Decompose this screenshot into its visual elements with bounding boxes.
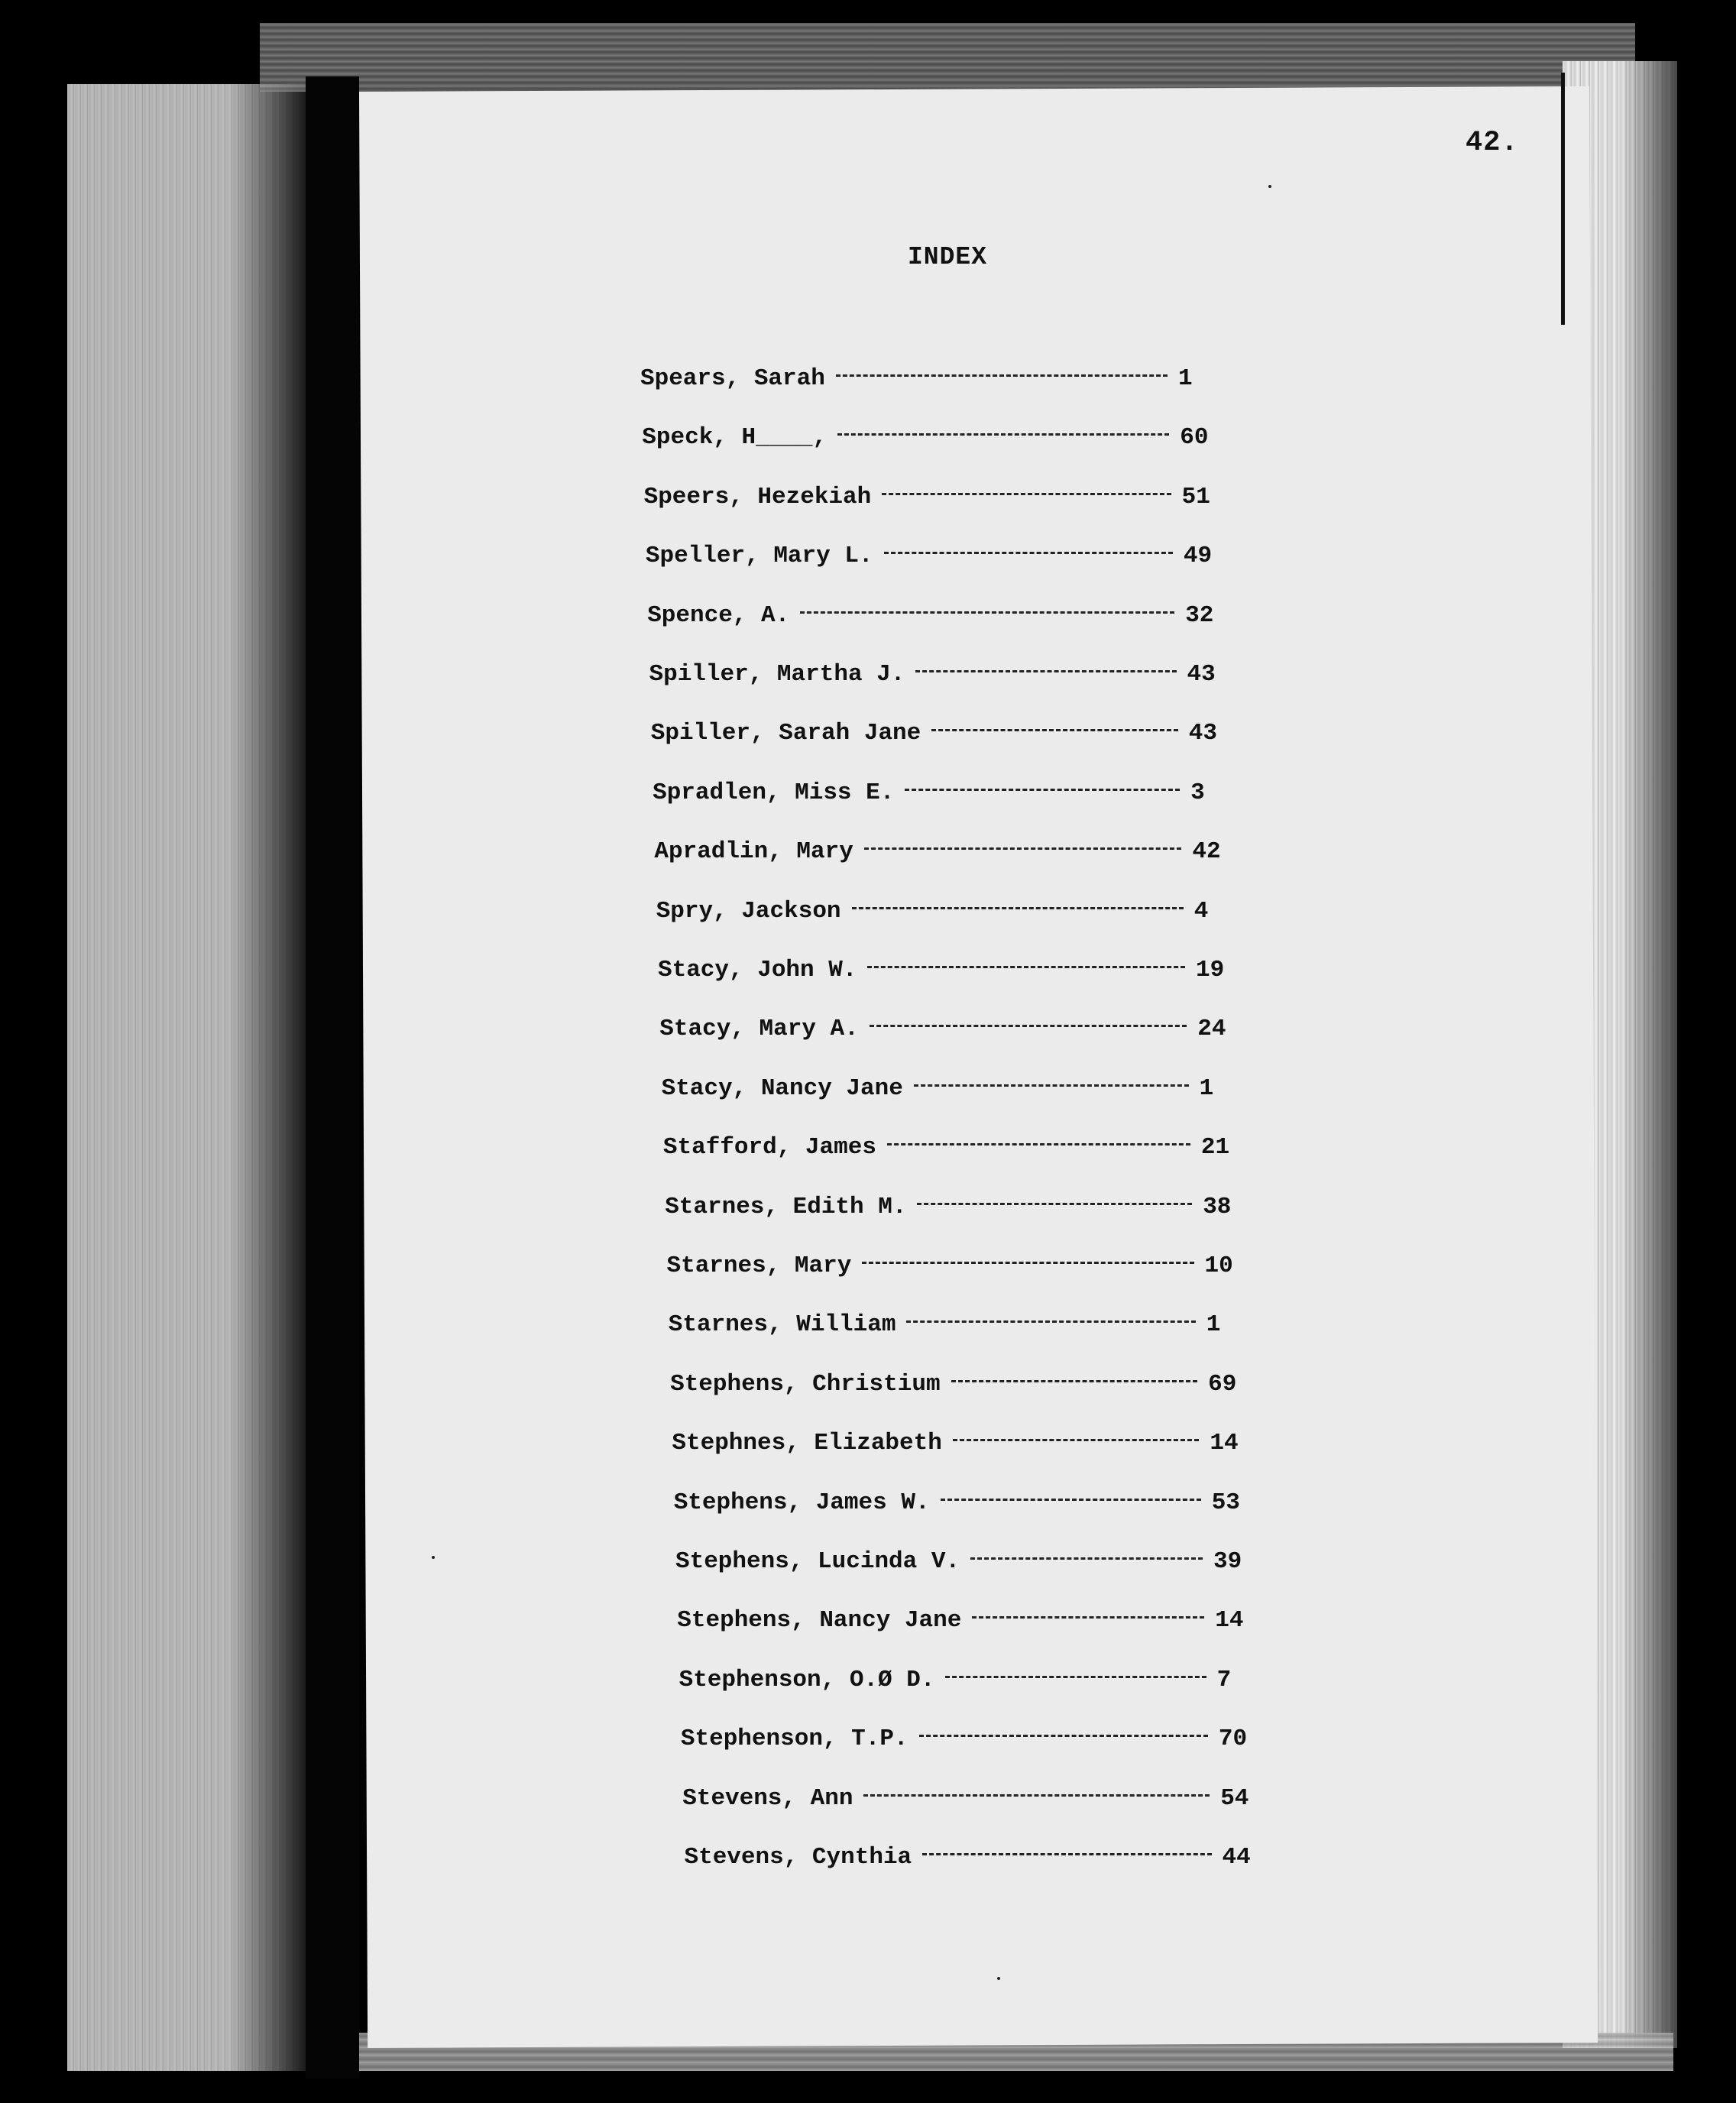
dotted-leader [870,1025,1187,1027]
index-entry [681,1725,1262,1761]
index-entry [670,1371,1251,1406]
entry-name: Spry, Jackson [656,897,841,925]
index-entry [682,1785,1263,1820]
dotted-leader [837,433,1169,436]
entry-name: Stephens, Lucinda V. [675,1548,960,1575]
entry-page: 39 [1213,1548,1242,1575]
index-entry [642,424,1223,459]
entry-page: 1 [1178,365,1193,392]
entry-page: 54 [1220,1784,1249,1812]
dotted-leader [863,1794,1210,1797]
dotted-leader [917,1203,1192,1205]
ink-speck [997,1977,1000,1980]
entry-name: Stephens, Nancy Jane [677,1607,962,1635]
entry-name: Spears, Sarah [640,365,825,392]
entry-name: Spence, A. [647,601,790,629]
index-entry [656,898,1237,933]
entry-page: 38 [1203,1193,1232,1220]
dotted-leader [915,670,1176,672]
index-entry [644,484,1225,519]
entry-name: Speck, H____, [642,424,828,452]
index-entry [674,1489,1255,1525]
page-number: 42. [1466,127,1519,159]
entry-name: Starnes, Edith M. [665,1193,907,1220]
entry-name: Speller, Mary L. [645,543,873,570]
index-entry [651,720,1232,755]
index-entry [665,1194,1245,1229]
entry-page: 24 [1197,1016,1226,1043]
dotted-leader [887,1143,1190,1145]
index-entry [653,779,1233,815]
entry-page: 1 [1199,1074,1214,1102]
entry-page: 21 [1200,1134,1230,1162]
page-title: INDEX [908,243,988,271]
dotted-leader [914,1084,1189,1087]
entry-page: 32 [1185,601,1214,629]
dotted-leader [862,1262,1194,1264]
entry-name: Stafford, James [662,1134,876,1162]
entry-name: Stephens, Christium [670,1370,941,1398]
entry-page: 42 [1192,838,1221,866]
index-entry [663,1134,1244,1169]
entry-page: 43 [1187,661,1216,688]
entry-page: 14 [1215,1607,1244,1635]
dotted-leader [941,1499,1201,1501]
index-entry [659,1016,1240,1051]
dotted-leader [922,1853,1211,1855]
entry-name: Stephens, James W. [673,1489,930,1516]
entry-name: Apradlin, Mary [654,838,853,866]
entry-page: 14 [1210,1430,1239,1457]
dotted-leader [852,907,1184,909]
index-entry [672,1430,1252,1465]
entry-name: Stacy, Mary A. [659,1016,859,1043]
dotted-leader [970,1557,1203,1560]
dotted-leader [905,789,1180,791]
index-entry [685,1844,1265,1879]
index-entry [669,1311,1249,1346]
index-entry [640,365,1221,400]
index-entry [654,838,1235,873]
entry-page: 1 [1206,1311,1221,1339]
index-entry [675,1548,1256,1583]
entry-name: Spradlen, Miss E. [653,779,895,806]
dotted-leader [884,552,1173,554]
entry-page: 69 [1208,1370,1237,1398]
dotted-leader [919,1735,1208,1737]
dotted-leader [836,374,1168,377]
entry-name: Stacy, Nancy Jane [661,1074,903,1102]
entry-name: Spiller, Sarah Jane [650,720,921,747]
entry-name: Speers, Hezekiah [643,483,872,510]
ink-speck [1268,185,1271,188]
entry-name: Stephenson, O.Ø D. [679,1666,935,1693]
entry-page: 7 [1216,1666,1232,1693]
entry-page: 43 [1188,720,1218,747]
entry-page: 70 [1218,1725,1248,1753]
index-entry [679,1667,1260,1702]
index-entry [662,1075,1242,1110]
entry-name: Spiller, Martha J. [649,661,905,688]
entry-name: Starnes, William [668,1311,896,1339]
index-entry [677,1607,1258,1642]
entry-name: Stevens, Cynthia [684,1844,912,1871]
index-entry [646,543,1226,578]
entry-page: 60 [1180,424,1209,452]
entry-name: Stacy, John W. [658,957,857,983]
dotted-leader [953,1439,1200,1441]
entry-page: 19 [1196,957,1225,983]
dotted-leader [945,1676,1206,1678]
entry-page: 51 [1181,483,1210,510]
entry-name: Stephenson, T.P. [680,1725,908,1753]
entry-page: 49 [1183,543,1213,570]
dotted-leader [864,847,1182,850]
entry-page: 4 [1194,897,1209,925]
entry-name: Stephnes, Elizabeth [672,1430,942,1457]
entry-name: Stevens, Ann [682,1784,853,1812]
index-entry [658,957,1239,992]
entry-page: 10 [1204,1252,1233,1279]
entry-page: 53 [1211,1489,1240,1516]
dotted-leader [972,1616,1204,1619]
dotted-leader [867,966,1185,968]
dotted-leader [882,493,1171,495]
dotted-leader [951,1380,1198,1382]
index-entry [649,661,1230,696]
index-entry [647,602,1228,637]
entry-page: 3 [1190,779,1205,806]
dotted-leader [906,1320,1195,1323]
index-entry [667,1252,1248,1288]
dotted-leader [800,611,1174,614]
entry-name: Starnes, Mary [666,1252,852,1279]
dotted-leader [931,729,1178,731]
ink-speck [432,1556,435,1559]
entry-page: 44 [1222,1844,1251,1871]
